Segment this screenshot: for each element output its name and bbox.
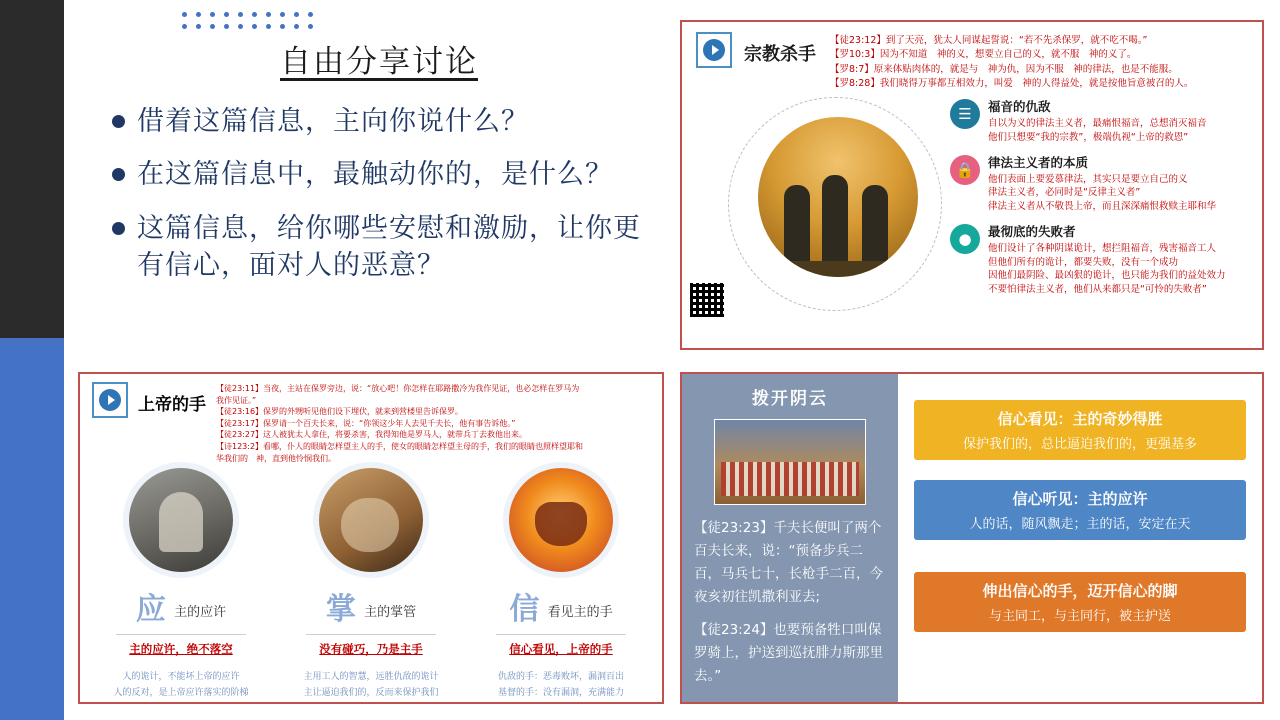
bullet-heading: 福音的仇敌 xyxy=(988,99,1051,114)
bullet-line: 不要怕律法主义者，他们从来都只是“可怜的失败者” xyxy=(988,284,1207,296)
column-label: 主的掌管 xyxy=(364,605,417,621)
scripture-text xyxy=(694,517,886,688)
slide-header xyxy=(682,22,1262,91)
bullet-lines xyxy=(988,242,1226,297)
slide-title: 拨开阴云 xyxy=(752,389,828,409)
discussion-questions-panel xyxy=(64,0,672,340)
subtext-line: 仇敌的手：恶毒败坏，漏洞百出 xyxy=(497,672,624,683)
clouds-left-column xyxy=(682,374,898,702)
verse-line: 【徒23:16】保罗的外甥听见他们设下埋伏，就来到营楼里告诉保罗。 xyxy=(216,407,464,417)
verse-block xyxy=(216,383,586,464)
qr-code-icon xyxy=(690,283,724,317)
subtext-line: 人的诡计，不能坏上帝的应许 xyxy=(122,672,240,683)
band-line-1: 信心看见：主的奇妙得胜 xyxy=(997,410,1163,428)
subtext-line: 主用工人的智慧，远胜仇敌的诡计 xyxy=(303,672,439,683)
roman-soldiers-photo xyxy=(714,419,866,505)
column-big-char: 应 xyxy=(135,592,166,628)
chat-icon: ● xyxy=(950,224,980,254)
verse-line: 【徒23:27】这人被犹太人拿住，将要杀害，我得知他是罗马人，就带兵丁去救他出来。 xyxy=(216,430,528,440)
three-column-group xyxy=(80,468,662,701)
slide-body xyxy=(682,91,1262,323)
bullet-line: 律法主义者，必同时是“反律主义者” xyxy=(988,187,1141,199)
column-label: 看见主的手 xyxy=(547,605,613,621)
bullet-heading: 律法主义者的本质 xyxy=(988,154,1089,170)
list-item xyxy=(112,156,654,193)
page-title: 自由分享讨论 xyxy=(280,44,478,80)
slide-card-clearing-clouds xyxy=(680,372,1264,704)
verse-line: 【诗123:2】看哪，仆人的眼睛怎样望主人的手，使女的眼睛怎样望主母的手，我们的眼睛也照样望耶和华我们的 神，直到他怜悯我们。 xyxy=(216,441,584,463)
bullet-lines xyxy=(988,173,1216,214)
clouds-right-column xyxy=(898,374,1262,702)
question-text: 在这篇信息中，最触动你的，是什么？ xyxy=(137,159,613,191)
subtext-line: 主让逼迫我们的，反而来保护我们 xyxy=(303,688,439,699)
question-list xyxy=(104,103,654,284)
lock-icon: 🔒 xyxy=(950,155,980,185)
verse-line: 【徒23:11】当夜，主站在保罗旁边，说：“放心吧！你怎样在耶路撒冷为我作见证，也必怎样在罗马为我作见证。” xyxy=(216,384,580,405)
column-big-char: 信 xyxy=(509,592,540,628)
band-line-2: 人的话，随风飘走；主的话，安定在天 xyxy=(969,517,1191,532)
slide-card-religious-killer xyxy=(680,20,1264,350)
bullet-group xyxy=(950,97,1250,305)
highlight-band-faith-sees xyxy=(914,400,1246,460)
column-faith xyxy=(466,468,656,701)
divider xyxy=(496,634,626,635)
list-item xyxy=(950,153,1250,214)
divider xyxy=(116,634,246,635)
left-rail-blue xyxy=(0,338,64,720)
layers-icon: ☰ xyxy=(950,99,980,129)
column-word xyxy=(276,584,466,628)
column-highlight: 主的应许，绝不落空 xyxy=(129,642,233,657)
column-highlight: 信心看见，上帝的手 xyxy=(509,642,613,657)
slide-card-hand-of-god xyxy=(78,372,664,704)
list-item xyxy=(112,103,654,140)
verse-line: 【罗8:7】原来体贴肉体的，就是与 神为仇，因为不服 神的律法，也是不能服。 xyxy=(830,63,1178,75)
subtext-line: 人的反对，是上帝应许落实的阶梯 xyxy=(113,688,249,699)
verse-line: 【罗8:28】我们晓得万事都互相效力，叫爱 神的人得益处，就是按他旨意被召的人。 xyxy=(830,77,1194,89)
column-highlight: 没有碰巧，乃是主手 xyxy=(319,642,423,657)
bullet-line: 他们只想要“我的宗教”，极端仇视“上帝的救恩” xyxy=(988,131,1189,143)
band-line-2: 保护我们的，总比逼迫我们的，更强基多 xyxy=(962,437,1197,452)
scripture-paragraph: 【徒23:23】千夫长便叫了两个百夫长来，说：“预备步兵二百，马兵七十，长枪手二百，今夜亥初往凯撒利亚去; xyxy=(694,520,883,605)
scripture-paragraph: 【徒23:24】也要预备牲口叫保罗骑上，护送到巡抚腓力斯那里去。” xyxy=(694,621,883,684)
question-text: 这篇信息，给你哪些安慰和激励，让你更有信心，面对人的恶意？ xyxy=(137,212,641,281)
subtext-line: 基督的手：没有漏洞，充满能力 xyxy=(497,688,624,699)
column-word xyxy=(466,584,656,628)
verse-block xyxy=(830,34,1193,91)
column-sovereignty xyxy=(276,468,466,701)
divider xyxy=(306,634,436,635)
play-circle-icon xyxy=(92,382,128,418)
column-subtext xyxy=(276,669,466,701)
list-item xyxy=(950,222,1250,297)
bullet-line: 律法主义者从不敬畏上帝，而且深深痛恨救赎主耶和华 xyxy=(988,201,1217,213)
highlight-band-faith-hears xyxy=(914,480,1246,540)
band-line-1: 伸出信心的手，迈开信心的脚 xyxy=(982,582,1178,600)
column-subtext xyxy=(466,669,656,701)
bullet-lines xyxy=(988,117,1207,145)
bible-scene-photo-1 xyxy=(129,468,233,572)
bullet-line: 因他们最阴险、最凶狠的诡计，也只能为我们的益处效力 xyxy=(988,270,1226,282)
band-line-1: 信心听见：主的应许 xyxy=(1012,490,1148,508)
column-promise xyxy=(86,468,276,701)
bullet-icon xyxy=(112,222,125,235)
slide-header xyxy=(80,374,662,464)
bullet-heading: 最彻底的失败者 xyxy=(988,223,1076,239)
bible-scene-photo-3 xyxy=(509,468,613,572)
bullet-line: 他们表面上要爱慕律法，其实只是要立自己的义 xyxy=(988,173,1188,185)
column-label: 主的应许 xyxy=(174,605,227,621)
list-item xyxy=(112,210,654,285)
verse-line: 【徒23:12】到了天亮，犹太人同谋起誓说：“若不先杀保罗，就不吃不喝。” xyxy=(830,35,1148,46)
slide-title: 上帝的手 xyxy=(138,395,206,415)
question-text: 借着这篇信息，主向你说什么？ xyxy=(137,106,529,137)
verse-line: 【罗10:3】因为不知道 神的义，想要立自己的义，就不服 神的义了。 xyxy=(830,49,1137,61)
bullet-line: 自以为义的律法主义者，最痛恨福音，总想消灭福音 xyxy=(988,118,1207,129)
column-word xyxy=(86,584,276,628)
highlight-band-faith-acts xyxy=(914,572,1246,632)
bible-scene-photo-2 xyxy=(319,468,423,572)
dot-grid-decoration xyxy=(182,8,322,36)
bullet-icon xyxy=(112,168,125,181)
left-rail-dark xyxy=(0,0,64,338)
prisoners-photo xyxy=(758,117,918,277)
band-line-2: 与主同工，与主同行，被主护送 xyxy=(988,609,1171,624)
column-big-char: 掌 xyxy=(325,592,356,628)
slide-title: 宗教杀手 xyxy=(744,44,816,65)
column-subtext xyxy=(86,669,276,701)
bullet-icon xyxy=(112,115,125,128)
verse-line: 【徒23:17】保罗请一个百夫长来，说：“你领这少年人去见千夫长，他有事告诉他。” xyxy=(216,418,516,428)
bullet-line: 他们设计了各种阴谋诡计，想拦阻福音，残害福音工人 xyxy=(988,242,1217,254)
play-circle-icon xyxy=(696,32,732,68)
bullet-line: 但他们所有的诡计，都要失败，没有一个成功 xyxy=(988,256,1179,268)
list-item xyxy=(950,97,1250,145)
